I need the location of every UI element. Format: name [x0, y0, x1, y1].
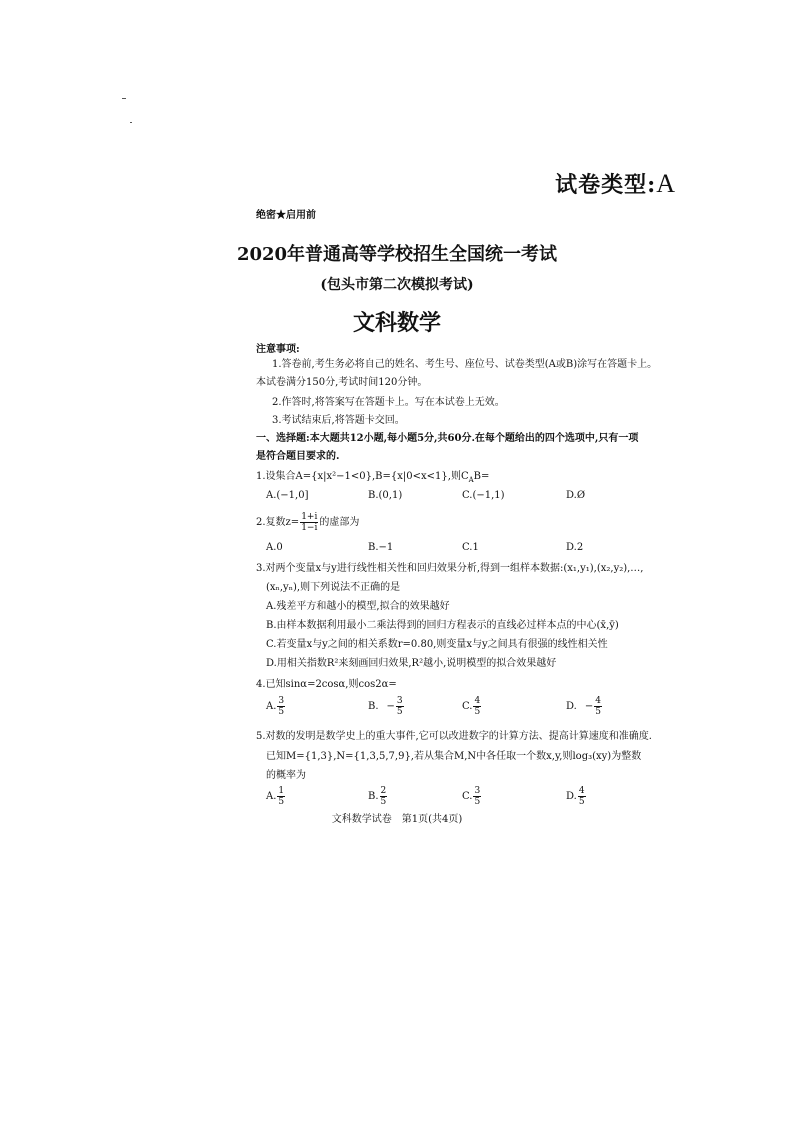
q5-c-den: 5 — [474, 797, 481, 807]
question-4-stem: 4.已知sinα=2cosα,则cos2α= — [256, 679, 397, 690]
q5-c-label: C. — [462, 791, 473, 802]
q4-d-sign: − — [584, 701, 594, 712]
q1-stem-text: 1.设集合A={x|x²−1<0},B={x|0<x<1},则C — [256, 471, 469, 482]
q5-a-den: 5 — [278, 797, 285, 807]
q5-option-a — [266, 786, 286, 807]
q4-c-den: 5 — [474, 707, 481, 717]
q5-d-den: 5 — [578, 797, 585, 807]
exam-title: 2020年普通高等学校招生全国统一考试 — [236, 244, 558, 265]
q1-option-d: D.Ø — [566, 490, 586, 501]
q2-frac-den: 1−i — [301, 523, 318, 533]
q4-b-fraction — [396, 696, 404, 717]
q4-c-num: 4 — [474, 696, 481, 706]
q4-option-d — [566, 696, 603, 717]
q4-b-sign: − — [386, 701, 395, 712]
q4-option-b — [368, 696, 405, 717]
q5-d-num: 4 — [578, 786, 585, 796]
q5-b-den: 5 — [380, 797, 387, 807]
q5-option-d — [566, 786, 587, 807]
question-2-stem — [256, 512, 359, 533]
q4-a-fraction — [277, 696, 285, 717]
q3-option-b: B.由样本数据利用最小二乘法得到的回归方程表示的直线必过样本点的中心(x̄,ȳ) — [266, 620, 619, 631]
q4-b-num: 3 — [396, 696, 403, 706]
q5-a-label: A. — [266, 791, 277, 802]
q5-a-num: 1 — [278, 786, 285, 796]
section-heading: 一、选择题:本大题共12小题,每小题5分,共60分.在每个题给出的四个选项中,只有一项 — [256, 433, 639, 444]
q1-option-a: A.(−1,0] — [266, 490, 309, 501]
page-footer: 文科数学试卷 第1页(共4页) — [331, 814, 463, 825]
exam-subtitle: (包头市第二次模拟考试) — [320, 277, 474, 293]
q4-a-den: 5 — [278, 707, 285, 717]
scan-speck — [122, 98, 126, 99]
section-heading-cont: 是符合题目要求的. — [256, 451, 340, 462]
q4-d-fraction — [594, 696, 602, 717]
scan-speck — [130, 122, 132, 123]
q2-stem-pre: 2.复数z= — [256, 517, 300, 528]
note-item-1-cont: 本试卷满分150分,考试时间120分钟。 — [256, 377, 428, 388]
q3-option-c: C.若变量x与y之间的相关系数r=0.80,则变量x与y之间具有很强的线性相关性 — [266, 639, 608, 650]
q2-option-d: D.2 — [566, 542, 584, 553]
q5-b-num: 2 — [380, 786, 387, 796]
q2-option-b: B.−1 — [368, 542, 394, 553]
q4-d-den: 5 — [595, 707, 601, 717]
q4-a-label: A. — [266, 701, 277, 712]
note-item-1: 1.答卷前,考生务必将自己的姓名、考生号、座位号、试卷类型(A或B)涂写在答题卡上。 — [272, 359, 658, 370]
paper-type-letter: A — [656, 169, 676, 198]
q5-c-num: 3 — [474, 786, 481, 796]
q2-option-a: A.0 — [266, 542, 283, 553]
q4-option-c — [462, 696, 482, 717]
paper-type-text: 试卷类型: — [555, 172, 657, 198]
q4-d-label: D. — [566, 701, 577, 712]
q4-c-label: C. — [462, 701, 473, 712]
note-item-2: 2.作答时,将答案写在答题卡上。写在本试卷上无效。 — [272, 397, 505, 408]
confidential-mark: 绝密★启用前 — [256, 210, 316, 221]
question-5-stem-end: 的概率为 — [266, 770, 306, 781]
q1-stem-end: B= — [473, 471, 490, 482]
q1-option-c: C.(−1,1) — [462, 490, 505, 501]
q2-frac-num: 1+i — [301, 512, 318, 522]
q4-a-num: 3 — [278, 696, 285, 706]
notes-heading: 注意事项: — [256, 344, 300, 355]
q5-d-fraction — [578, 786, 586, 807]
q1-option-b: B.(0,1) — [368, 490, 403, 501]
q4-d-num: 4 — [595, 696, 601, 706]
question-1-stem — [256, 470, 489, 487]
question-3-stem: 3.对两个变量x与y进行线性相关性和回归效果分析,得到一组样本数据:(x₁,y₁),(x₂,y₂),…, — [256, 563, 644, 574]
question-5-stem-cont: 已知M={1,3},N={1,3,5,7,9},若从集合M,N中各任取一个数x,y,则log₃(xy)为整数 — [266, 751, 642, 762]
q5-b-label: B. — [368, 791, 379, 802]
note-item-3: 3.考试结束后,将答题卡交回。 — [272, 415, 405, 426]
subject-title: 文科数学 — [352, 310, 441, 336]
q5-a-fraction — [277, 786, 285, 807]
question-3-stem-cont: (xₙ,yₙ),则下列说法不正确的是 — [266, 582, 401, 593]
q4-b-label: B. — [368, 701, 379, 712]
q2-fraction — [300, 512, 318, 533]
q4-b-den: 5 — [396, 707, 403, 717]
paper-type-label — [555, 168, 676, 199]
q4-option-a — [266, 696, 286, 717]
q1-subscript: A — [468, 476, 474, 484]
q2-option-c: C.1 — [462, 542, 479, 553]
q5-c-fraction — [473, 786, 481, 807]
q3-option-d: D.用相关指数R²来刻画回归效果,R²越小,说明模型的拟合效果越好 — [266, 658, 557, 669]
q5-d-label: D. — [566, 791, 577, 802]
q2-stem-post: 的虚部为 — [319, 517, 360, 528]
q4-c-fraction — [473, 696, 481, 717]
question-5-stem: 5.对数的发明是数学史上的重大事件,它可以改进数字的计算方法、提高计算速度和准确度. — [256, 731, 652, 742]
q5-option-c — [462, 786, 482, 807]
q5-b-fraction — [380, 786, 388, 807]
q5-option-b — [368, 786, 388, 807]
q3-option-a: A.残差平方和越小的模型,拟合的效果越好 — [266, 601, 450, 612]
